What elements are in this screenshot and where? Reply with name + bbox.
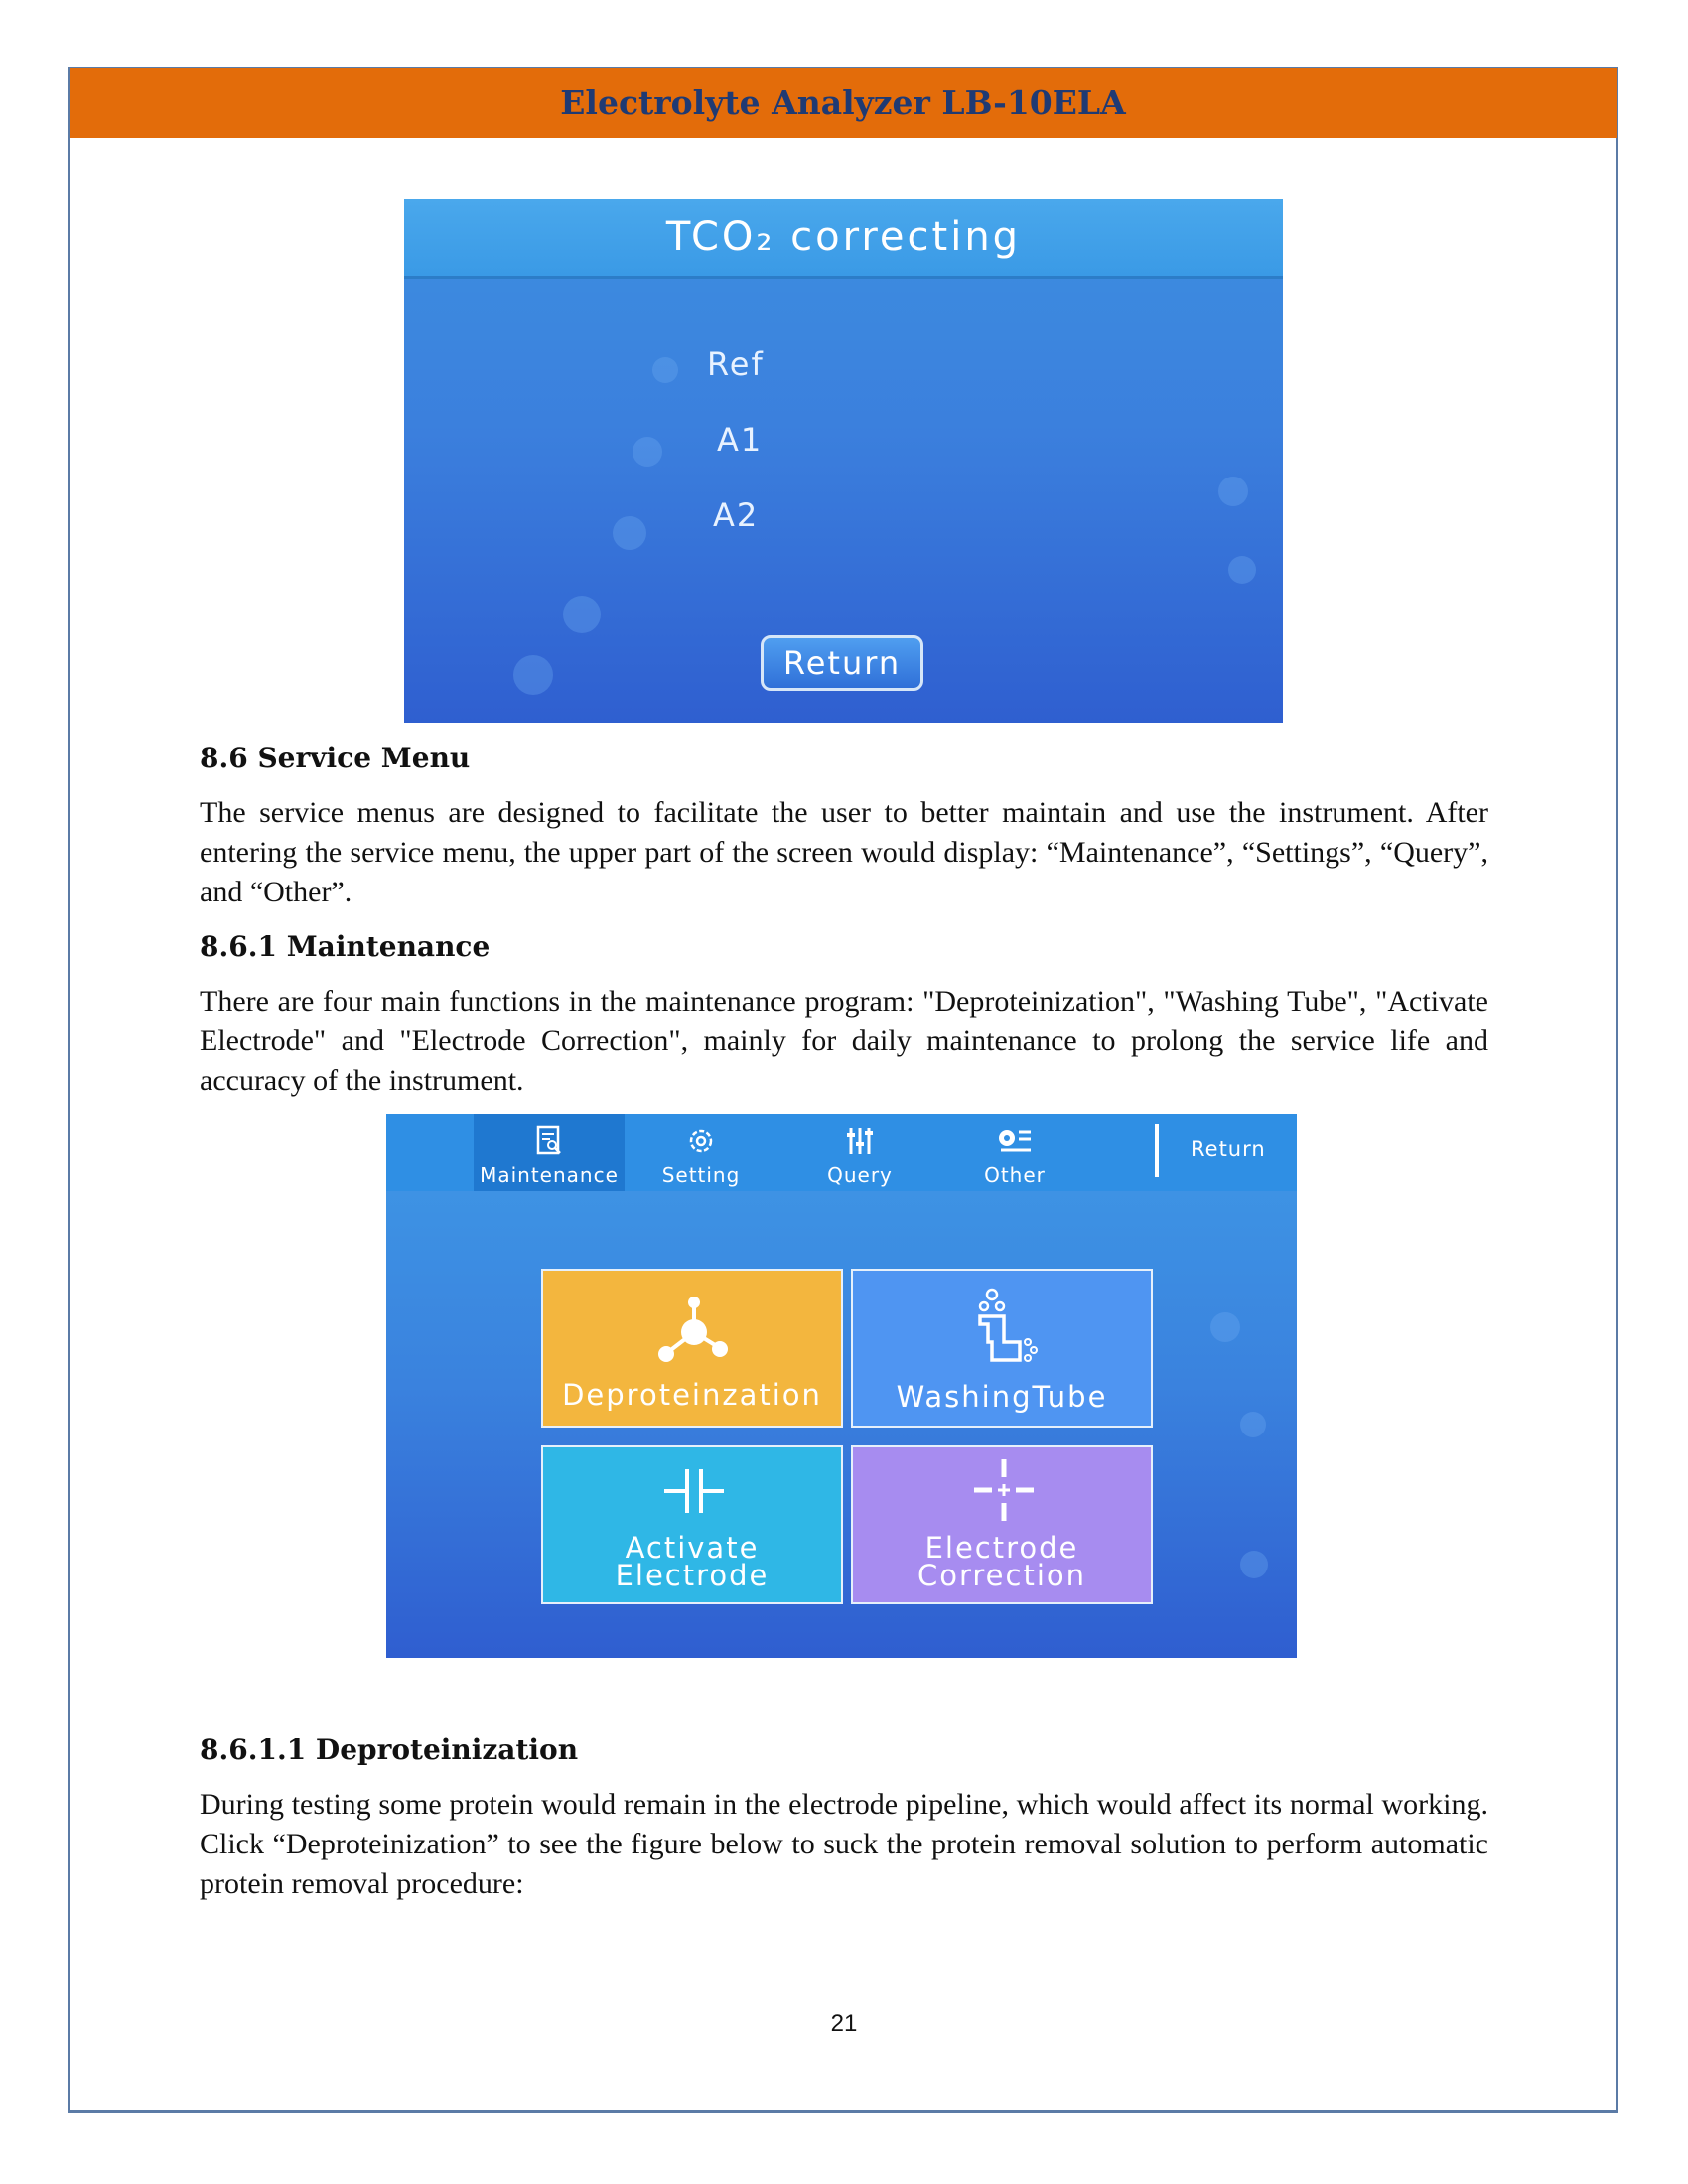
section-heading-8-6: 8.6 Service Menu [200,742,471,774]
electrode-correction-line2: Correction [916,1559,1087,1592]
tab-setting[interactable] [634,1114,768,1191]
menu-return-button[interactable]: Return [1191,1137,1266,1160]
page-header [70,68,1617,138]
washing-tube-label: WashingTube [896,1380,1108,1414]
activate-electrode-line2: Electrode [615,1559,770,1592]
washing-tube-tile[interactable] [851,1269,1153,1428]
tab-query-label: Query [827,1163,893,1187]
other-icon [995,1124,1035,1158]
header-title: Electrolyte Analyzer LB-10ELA [560,83,1126,122]
section-body-8-6-1-1: During testing some protein would remain in the electrode pipeline, which would affect its normal working. Click “Deproteinization” to see the figure below to suck the protein removal solution to perform automatic protein removal procedure: [200,1788,1488,1900]
sliders-icon [843,1124,877,1158]
return-button[interactable] [761,635,923,691]
page-number: 21 [830,2010,858,2037]
electrode-correction-line1: Electrode [924,1531,1079,1565]
deproteinization-tile[interactable] [541,1269,843,1428]
electrode-correction-tile[interactable] [851,1445,1153,1604]
tab-query[interactable] [793,1114,926,1191]
maintenance-icon [532,1124,566,1158]
section-body-8-6: The service menus are designed to facilitate the user to better maintain and use the instrument. After entering the service menu, the upper part of the screen would display: “Maintenance”, “Settings”, “Query”, and “Other”. [200,796,1488,908]
a2-option[interactable]: A2 [713,496,760,534]
deproteinization-label: Deproteinzation [562,1378,822,1412]
return-button-label: Return [782,644,902,682]
ref-option[interactable]: Ref [707,345,765,383]
tab-maintenance[interactable] [474,1114,625,1191]
screen1-title: TCO₂ correcting [665,214,1022,260]
crosshair-icon [964,1455,1044,1525]
section-heading-8-6-1-1: 8.6.1.1 Deproteinization [200,1733,579,1766]
activate-electrode-tile[interactable] [541,1445,843,1604]
section-body-8-6-1: There are four main functions in the maintenance program: "Deproteinization", "Washing Tube", "Activate Electrode" and "Electrode Correction", mainly for daily maintenance to prolong the service life and accuracy of the instrument. [200,985,1488,1097]
maintenance-menu-screenshot [386,1114,1297,1658]
activate-electrode-line1: Activate [625,1531,760,1565]
tab-maintenance-label: Maintenance [480,1163,619,1187]
tab-separator [1155,1124,1159,1177]
molecule-icon [654,1293,734,1370]
tco2-correcting-screenshot [404,199,1283,723]
tab-setting-label: Setting [661,1163,741,1187]
tab-other[interactable] [948,1114,1081,1191]
tab-other-label: Other [984,1163,1046,1187]
pipe-icon [962,1285,1042,1374]
screen1-title-bar [404,199,1283,279]
section-heading-8-6-1: 8.6.1 Maintenance [200,930,491,963]
a1-option[interactable]: A1 [717,421,764,459]
electrode-icon [654,1461,734,1521]
gear-icon [684,1124,718,1158]
